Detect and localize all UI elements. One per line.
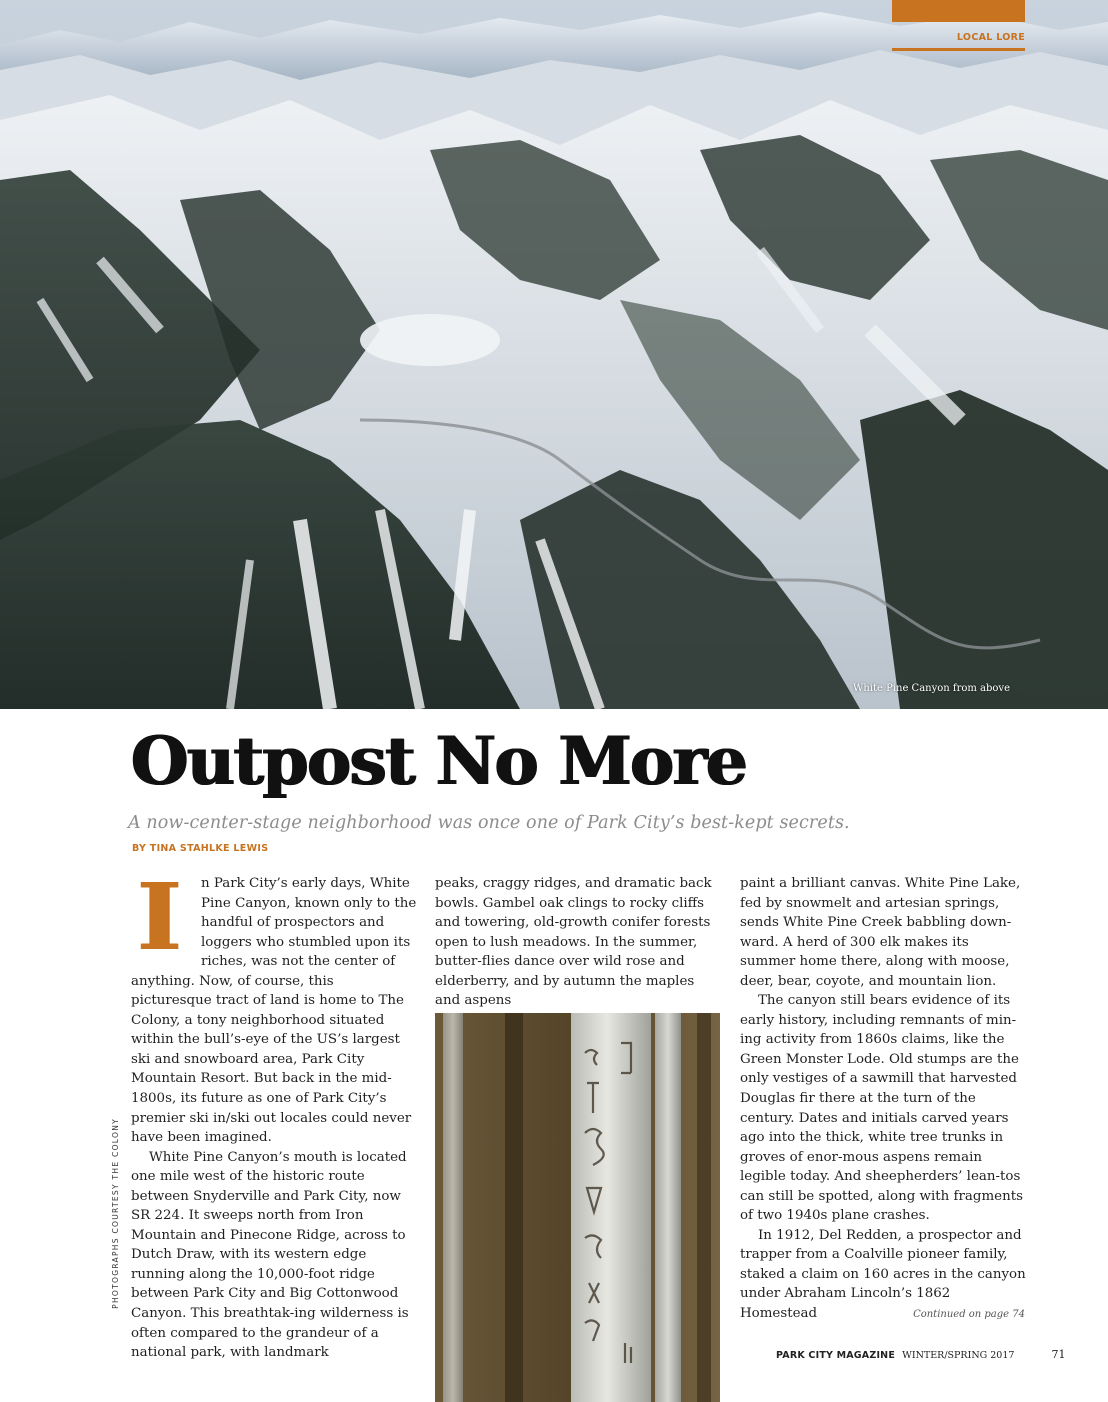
aspen-photo <box>435 1013 720 1402</box>
drop-cap: I <box>137 863 181 971</box>
paragraph: The canyon still bears evidence of its early history, including remnants of min-ing activity from 1860s claims, like the Green Monster Lode. Old stumps are the only vestiges of a sawmill that harvested Douglas fir there at the turn of the century. Dates and initials carved years ago into the thick, white tree trunks in groves of enor-mous aspens remain legible today. And sheepherders’ lean-tos can still be spotted, along with fragments of two 1940s plane crashes. <box>740 993 1023 1224</box>
article-title: Outpost No More <box>130 722 746 800</box>
magazine-name: PARK CITY MAGAZINE <box>776 1350 896 1361</box>
paragraph <box>131 863 418 1148</box>
paragraph: paint a brilliant canvas. White Pine Lake, fed by snowmelt and artesian springs, sends White Pine Creek babbling down-ward. A herd of 300 elk makes its summer home there, along with moose, deer, bear, coyote, and mountain lion. <box>740 876 1021 989</box>
section-tab <box>892 0 1025 52</box>
body-column-2 <box>435 874 721 1011</box>
carved-aspen-photo-icon <box>435 1013 720 1402</box>
page-folio <box>776 1348 1065 1361</box>
photo-credit: PHOTOGRAPHS COURTESY THE COLONY <box>111 1118 120 1309</box>
paragraph: White Pine Canyon’s mouth is located one mile west of the historic route between Snyderville and Park City, now SR 224. It sweeps north from Iron Mountain and Pinecone Ridge, across to Dutch Draw, with its western edge running along the 10,000-foot ridge between Park City and Big Cottonwood Canyon. This breathtak-ing wilderness is often compared to the grandeur of a national park, with landmark <box>131 1149 409 1361</box>
body-column-3 <box>740 874 1026 1324</box>
section-rule <box>892 48 1025 51</box>
paragraph: peaks, craggy ridges, and dramatic back bowls. Gambel oak clings to rocky cliffs and towering, old-growth conifer forests open to lush meadows. In the summer, butter-flies dance over wild rose and elderberry, and by autumn the maples and aspens <box>435 876 712 1009</box>
section-tab-bar <box>892 0 1025 22</box>
body-column-1 <box>131 863 418 1363</box>
issue-date: WINTER/SPRING 2017 <box>902 1350 1015 1361</box>
photo-caption: White Pine Canyon from above <box>853 683 1010 694</box>
paragraph: In 1912, Del Redden, a prospector and trapper from a Coalville pioneer family, staked a claim on 160 acres in the canyon under Abraham Lincoln’s 1862 Homestead <box>740 1227 1026 1322</box>
section-label: LOCAL LORE <box>956 32 1025 43</box>
article-dek: A now-center-stage neighborhood was once one of Park City’s best-kept secrets. <box>128 813 850 833</box>
paragraph-text: n Park City’s early days, White Pine Canyon, known only to the handful of prospectors and loggers who stumbled upon its riches, was not the center of anything. Now, of course, this picturesque tract of land is home to The Colony, a tony neighborhood situated within the bull’s-eye of the US’s largest ski and snowboard area, Park City Mountain Resort. But back in the mid-1800s, its future as one of Park City’s premier ski in/ski out locales could never have been imagined. <box>131 876 417 1146</box>
page-number: 71 <box>1051 1348 1066 1361</box>
continued-note: Continued on page 74 <box>913 1309 1025 1320</box>
article-byline: BY TINA STAHLKE LEWIS <box>132 843 269 854</box>
